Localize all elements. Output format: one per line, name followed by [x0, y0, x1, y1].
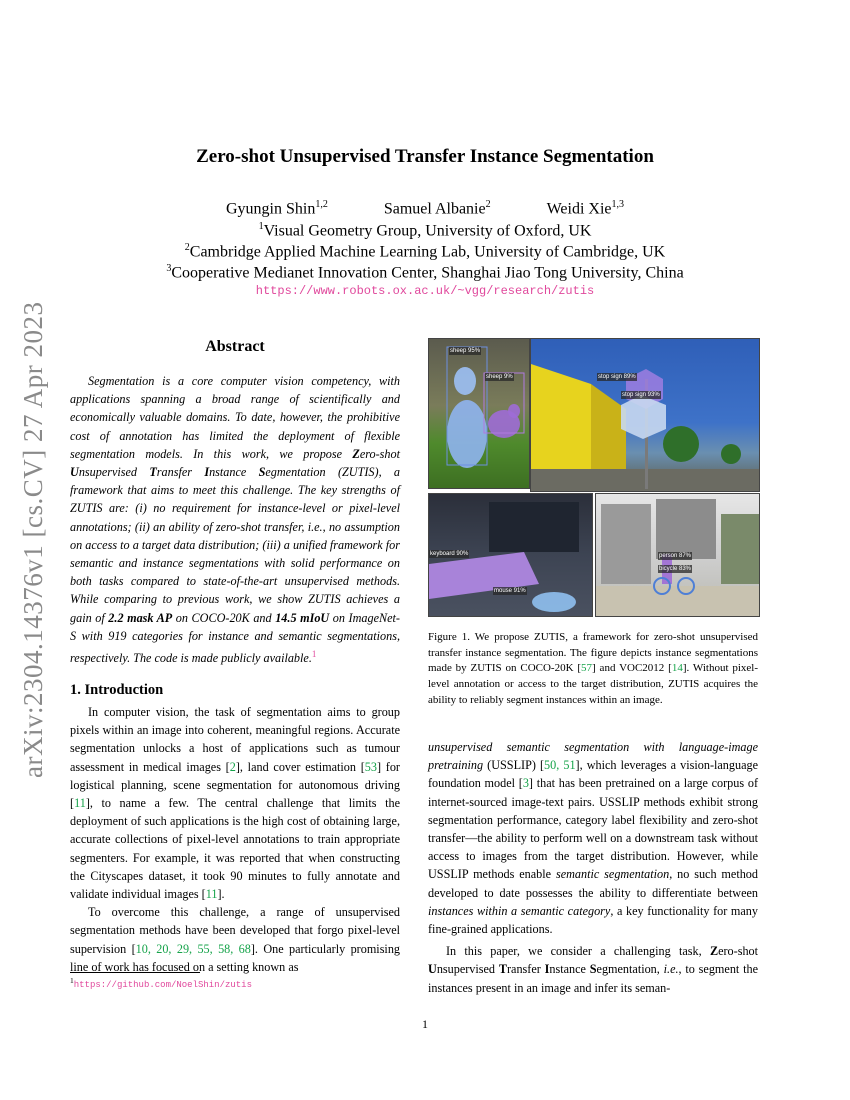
figure-caption: Figure 1. We propose ZUTIS, a framework for zero-shot unsupervised transfer instance segmentation. The figure depicts instance segmentations made by ZUTIS on COCO-20K [57] and VOC2012 [14]. Without pixel-level annotation or access to the target distribution, ZUTIS acquires the ability to reliably segment instances within an image. — [428, 631, 759, 706]
affiliation-2: $^2$Cambridge Applied Machine Learning Lab, University of Cambridge, UK — [184, 242, 666, 261]
right-paragraph-2: In this paper, we consider a challenging task, Zero-shot Unsupervised Transfer Instance Segmentation, i.e., to segment the instances present in an image and infer its seman- — [428, 944, 759, 995]
figure-panel-keyboard — [428, 493, 593, 617]
abstract-text: Segmentation is a core computer vision competency, with applications spanning a broad range of scientifically and economically valuable domains. To date, however, the prohibitive cost of annotation has limited the deployment of flexible segmentation models. In this work, we propose Zero-shot Unsupervised Transfer Instance Segmentation (ZUTIS), a framework that aims to meet this challenge. The key strengths of ZUTIS are: (i) no requirement for instance-level or pixel-level annotations; (ii) an ability of zero-shot transfer, i.e., no assumption on access to a target data distribution; (iii) a unified framework for semantic and instance segmentations with solid performance on both tasks compared to state-of-the-art unsupervised methods. While comparing to previous work, we show ZUTIS achieves a gain of 2.2 mask AP on COCO-20K and 14.5 mIoU on ImageNet-S with 919 categories for instance and semantic segmentations, respectively. The code is made publicly available.$^1$ — [70, 374, 401, 666]
footnote-link[interactable]: 1 — [311, 649, 317, 660]
introduction-text — [70, 703, 400, 976]
citation-link[interactable]: 53 — [364, 759, 377, 774]
detection-label: keyboard 90% — [430, 551, 469, 557]
footnote-url-link[interactable]: https://github.com/NoelShin/zutis — [73, 980, 252, 990]
abstract-heading: Abstract — [205, 338, 265, 355]
intro-paragraph-2: To overcome this challenge, a range of unsupervised segmentation methods have been developed that forgo pixel-level supervision [10, 20, 29, 55, 58, 68]. One particularly promising line of work has focused on a setting known as — [70, 905, 401, 974]
section-heading-introduction: 1. Introduction — [70, 682, 164, 698]
affiliation-3: $^3$Cooperative Medianet Innovation Center, Shanghai Jiao Tong University, China — [166, 263, 684, 282]
detection-label: person 87% — [659, 553, 692, 559]
author-list — [0, 199, 850, 218]
affiliation-1: $^1$Visual Geometry Group, University of Oxford, UK — [258, 221, 592, 240]
author-2: Samuel Albanie$^2$ — [383, 199, 491, 218]
intro-paragraph-1: In computer vision, the task of segmentation aims to group pixels within an image into coherent, meaningful regions. Accurate segmentation unlocks a host of applications such as tumour assessment in medical images [2], land cover estimation [53] for logistical planning, scene segmentation for autonomous driving [11], to name a few. The central challenge that limits the deployment of such applications is the high cost of obtaining large, accurate collections of pixel-level annotations to train appropriate segmenters. For example, it was reported that when constructing the Cityscapes dataset, it took 90 minutes to fully annotate and validate individual images [11]. — [70, 705, 400, 902]
street-image — [531, 339, 759, 491]
footnote: $^1$https://github.com/NoelShin/zutis — [70, 976, 252, 990]
citation-link[interactable]: 50, 51 — [544, 758, 576, 773]
figure-panel-building — [595, 493, 760, 617]
detection-label: mouse 91% — [494, 588, 526, 594]
citation-link[interactable]: 57 — [581, 662, 593, 675]
figure-panel-stop-sign — [530, 338, 760, 492]
arxiv-watermark: arXiv:2304.14376v1 [cs.CV] 27 Apr 2023 — [18, 301, 48, 778]
citation-link[interactable]: 10, 20, 29, 55, 58, 68 — [135, 941, 251, 956]
detection-label: stop sign 93% — [622, 392, 660, 398]
project-url-link[interactable]: https://www.robots.ox.ac.uk/~vgg/research/zutis — [255, 284, 595, 298]
detection-label: sheep 95% — [450, 348, 481, 354]
footnote-divider — [70, 972, 200, 973]
detection-label: bicycle 83% — [659, 566, 692, 572]
detection-label: stop sign 89% — [598, 374, 636, 380]
figure-panel-sheep — [428, 338, 530, 489]
author-1: Gyungin Shin$^{1,2}$ — [225, 199, 328, 218]
detection-label: sheep 9% — [486, 374, 513, 380]
author-3: Weidi Xie$^{1,3}$ — [546, 199, 625, 218]
page-number: 1 — [422, 1017, 428, 1031]
citation-link[interactable]: 11 — [205, 887, 218, 902]
sheep-image — [429, 339, 529, 488]
citation-link[interactable]: 3 — [522, 776, 529, 791]
right-paragraph-1: unsupervised semantic segmentation with language-image pretraining (USSLIP) [50, 51], which leverages a vision-language foundation model [3] that has been pretrained on a large corpus of internet-sourced image-text pairs. USSLIP methods exhibit strong segmentation performance, category label flexibility and zero-shot transfer—the ability to perform well on a downstream task without access to images from the target distribution. However, while USSLIP methods enable semantic segmentation, no such method developed to date possesses the ability to differentiate between instances within a semantic category, a key functionality for many fine-grained applications. — [428, 740, 758, 937]
right-column-text — [428, 738, 758, 997]
citation-link[interactable]: 11 — [74, 796, 86, 811]
paper-title: Zero-shot Unsupervised Transfer Instance Segmentation — [196, 146, 654, 167]
citation-link[interactable]: 14 — [671, 662, 683, 675]
citation-link[interactable]: 2 — [229, 759, 236, 774]
